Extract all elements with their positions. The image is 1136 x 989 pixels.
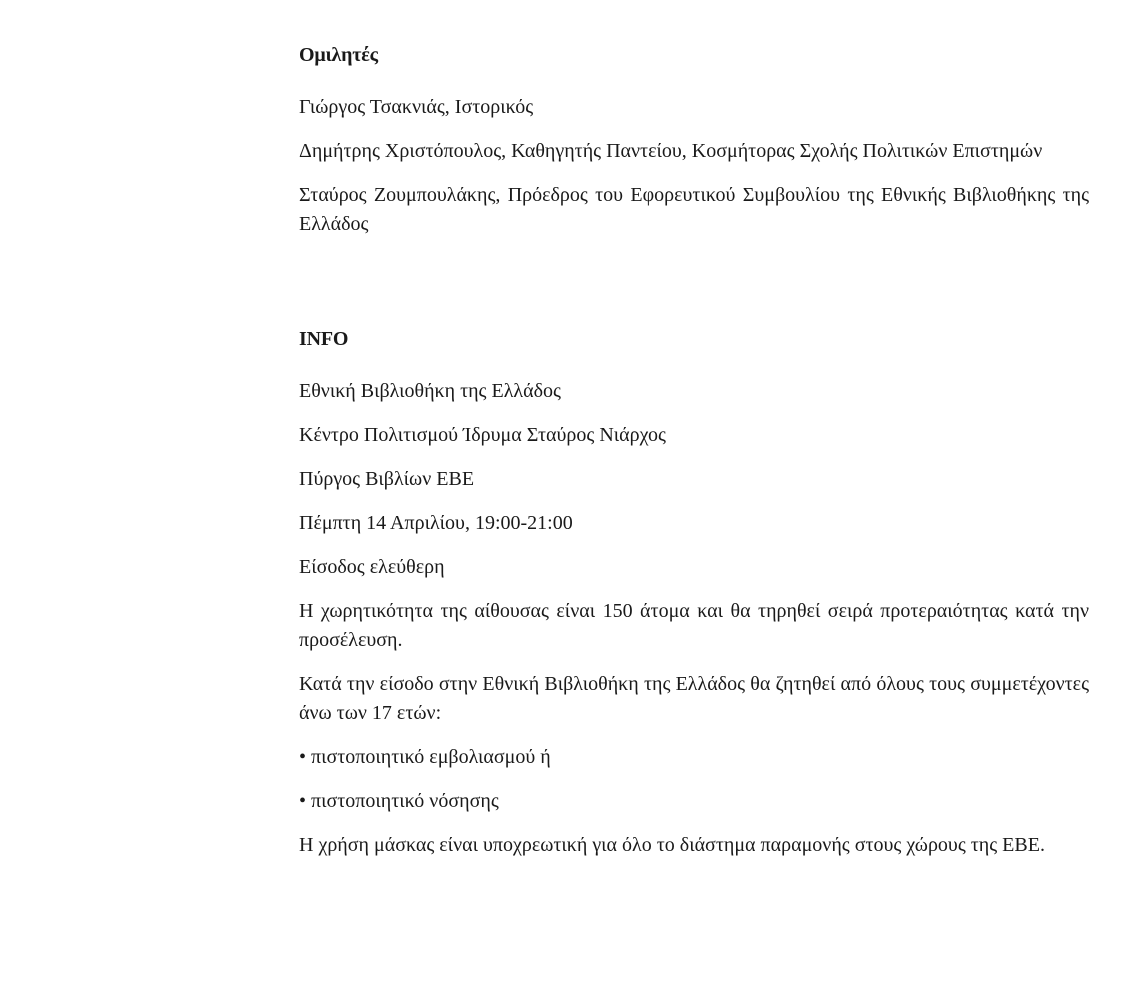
info-mask-notice: Η χρήση μάσκας είναι υποχρεωτική για όλο το διάστημα παραμονής στους χώρους της ΕΒΕ. — [299, 834, 1045, 856]
info-capacity: Η χωρητικότητα της αίθουσας είναι 150 άτομα και θα τηρηθεί σειρά προτεραιότητας κατά την προσέλευση. — [299, 600, 1089, 651]
requirement-item: • πιστοποιητικό νόσησης — [299, 790, 499, 812]
section-spacer — [299, 254, 1089, 299]
speaker-item: Σταύρος Ζουμπουλάκης, Πρόεδρος του Εφορευτικού Συμβουλίου της Εθνικής Βιβλιοθήκης της Ελλάδος — [299, 184, 1089, 235]
document-body — [299, 30, 1089, 875]
speakers-heading: Ομιλητές — [299, 44, 378, 66]
speakers-section — [299, 42, 1089, 239]
info-building: Πύργος Βιβλίων ΕΒΕ — [299, 468, 475, 490]
info-entry: Είσοδος ελεύθερη — [299, 556, 445, 578]
info-requirement-intro: Κατά την είσοδο στην Εθνική Βιβλιοθήκη της Ελλάδος θα ζητηθεί από όλους τους συμμετέχοντες άνω των 17 ετών: — [299, 673, 1089, 724]
info-section — [299, 326, 1089, 860]
info-heading: INFO — [299, 328, 349, 350]
info-venue: Εθνική Βιβλιοθήκη της Ελλάδος — [299, 380, 561, 402]
speaker-item: Γιώργος Τσακνιάς, Ιστορικός — [299, 96, 534, 118]
info-center: Κέντρο Πολιτισμού Ίδρυμα Σταύρος Νιάρχος — [299, 424, 666, 446]
requirement-item: • πιστοποιητικό εμβολιασμού ή — [299, 746, 551, 768]
speaker-item: Δημήτρης Χριστόπουλος, Καθηγητής Παντείου, Κοσμήτορας Σχολής Πολιτικών Επιστημών — [299, 140, 1043, 162]
info-datetime: Πέμπτη 14 Απριλίου, 19:00-21:00 — [299, 512, 573, 534]
